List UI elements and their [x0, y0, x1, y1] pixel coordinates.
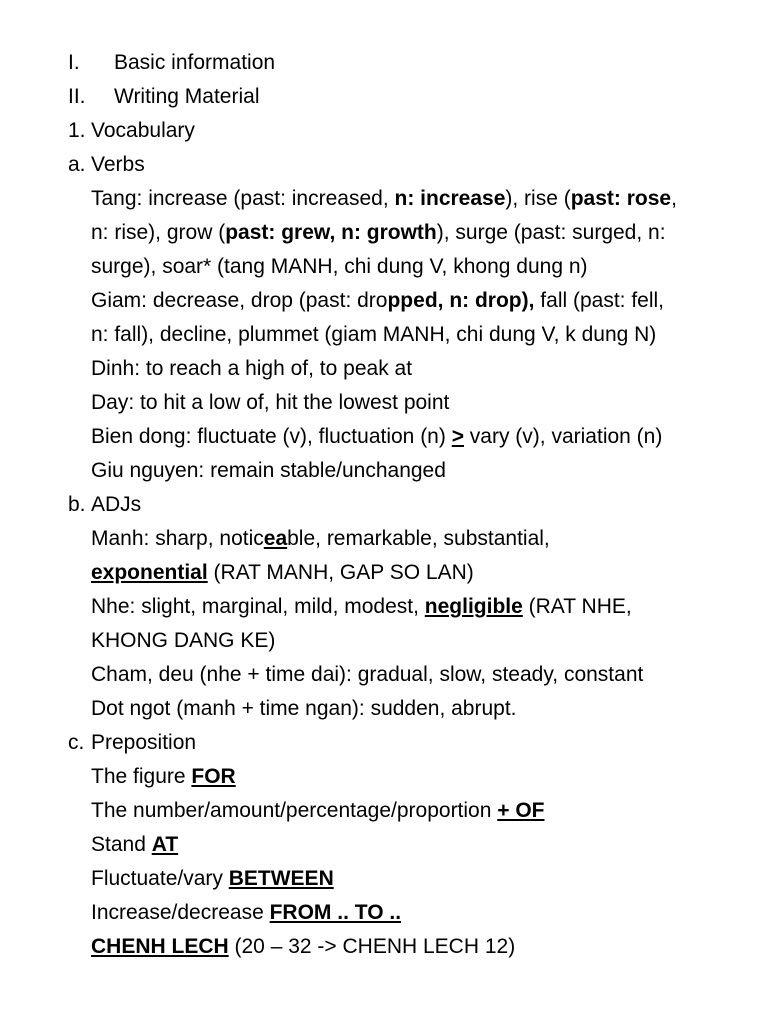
- prep-stand: [91, 832, 178, 858]
- bold-underlined-text: negligible: [424, 595, 523, 618]
- heading-text: Preposition: [91, 731, 197, 754]
- text-run: ), rise (: [505, 187, 571, 210]
- list-marker: II.: [68, 85, 86, 108]
- verb-tang-line-3: surge), soar* (tang MANH, chi dung V, khong dung n): [91, 255, 588, 278]
- list-marker: 1.: [68, 119, 86, 142]
- prep-chenh-lech: [91, 934, 515, 960]
- text-run: Bien dong: fluctuate (v), fluctuation (n): [91, 425, 452, 448]
- bold-underlined-text: BETWEEN: [228, 867, 334, 890]
- prep-fluctuate: [91, 866, 334, 892]
- verb-bien-dong: [91, 424, 662, 450]
- verb-dinh: Dinh: to reach a high of, to peak at: [91, 357, 413, 380]
- bold-text: past: rose: [570, 187, 672, 210]
- prep-increase: [91, 900, 401, 926]
- heading-text: Vocabulary: [91, 119, 195, 142]
- adj-manh-line-1: [91, 526, 550, 552]
- bold-underlined-text: + OF: [497, 799, 545, 822]
- heading-text: Basic information: [114, 51, 276, 74]
- bold-underlined-text: FROM .. TO ..: [269, 901, 402, 924]
- text-run: (RAT MANH, GAP SO LAN): [207, 561, 474, 584]
- text-run: vary (v), variation (n): [463, 425, 663, 448]
- adj-manh-line-2: [91, 560, 474, 586]
- verb-giam-line-1: [91, 288, 664, 314]
- list-marker: b.: [68, 493, 86, 516]
- text-run: Giam: decrease, drop (past: dro: [91, 289, 388, 312]
- bold-underlined-text: >: [451, 425, 464, 448]
- text-run: fall (past: fell,: [534, 289, 665, 312]
- text-run: (RAT NHE,: [522, 595, 632, 618]
- prep-figure: [91, 764, 236, 790]
- verb-tang-line-1: [91, 186, 677, 212]
- bold-underlined-text: CHENH LECH: [91, 935, 229, 958]
- bold-underlined-text: exponential: [91, 561, 208, 584]
- text-run: Stand: [91, 833, 152, 856]
- bold-underlined-text: ea: [263, 527, 288, 550]
- verb-giu-nguyen: Giu nguyen: remain stable/unchanged: [91, 459, 446, 482]
- adj-nhe-line-1: [91, 594, 632, 620]
- list-marker: c.: [68, 731, 85, 754]
- text-run: ,: [671, 187, 677, 210]
- heading-text: Verbs: [91, 153, 145, 176]
- text-run: ), surge (past: surged, n:: [436, 221, 666, 244]
- prep-number: [91, 798, 545, 824]
- verb-day: Day: to hit a low of, hit the lowest point: [91, 391, 450, 414]
- verb-tang-line-2: [91, 220, 666, 246]
- text-run: The number/amount/percentage/proportion: [91, 799, 498, 822]
- text-run: Increase/decrease: [91, 901, 270, 924]
- adj-nhe-line-2: KHONG DANG KE): [91, 629, 276, 652]
- bold-text: n: increase: [394, 187, 506, 210]
- text-run: The figure: [91, 765, 192, 788]
- adj-cham: Cham, deu (nhe + time dai): gradual, slow, steady, constant: [91, 663, 644, 686]
- text-run: Fluctuate/vary: [91, 867, 229, 890]
- text-run: Tang: increase (past: increased,: [91, 187, 395, 210]
- bold-underlined-text: AT: [151, 833, 179, 856]
- text-run: (20 – 32 -> CHENH LECH 12): [228, 935, 516, 958]
- text-run: Nhe: slight, marginal, mild, modest,: [91, 595, 425, 618]
- bold-underlined-text: ,: [528, 289, 535, 312]
- heading-text: ADJs: [91, 493, 142, 516]
- bold-underlined-text: FOR: [191, 765, 236, 788]
- text-run: ble, remarkable, substantial,: [287, 527, 550, 550]
- bold-text: pped, n: drop): [387, 289, 529, 312]
- adj-dot-ngot: Dot ngot (manh + time ngan): sudden, abrupt.: [91, 697, 517, 720]
- text-run: Manh: sharp, notic: [91, 527, 264, 550]
- bold-text: past: grew, n: growth: [225, 221, 437, 244]
- text-run: n: rise), grow (: [91, 221, 226, 244]
- list-marker: I.: [68, 51, 80, 74]
- heading-text: Writing Material: [114, 85, 260, 108]
- verb-giam-line-2: n: fall), decline, plummet (giam MANH, chi dung V, k dung N): [91, 323, 657, 346]
- list-marker: a.: [68, 153, 86, 176]
